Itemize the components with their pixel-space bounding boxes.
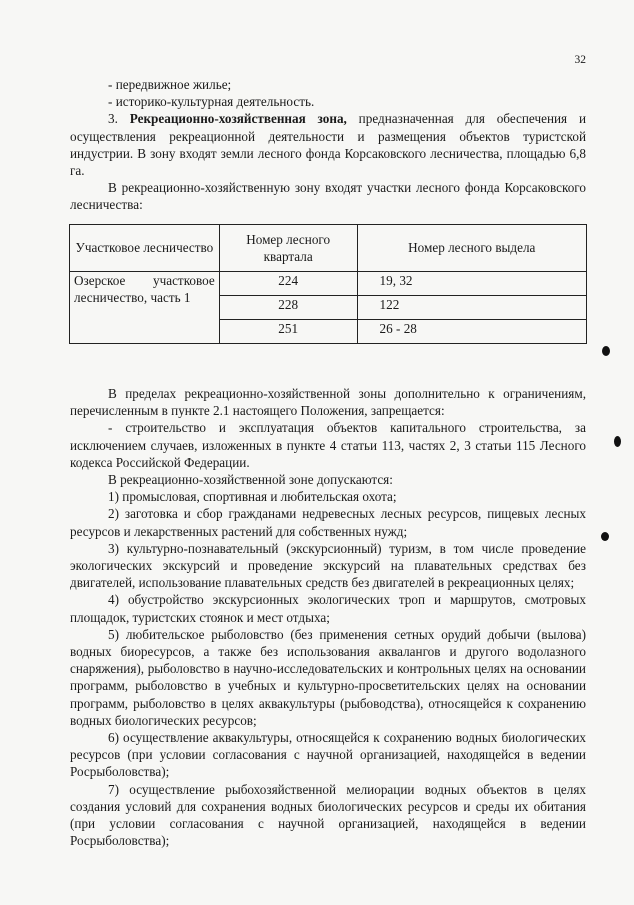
paragraph: В пределах рекреационно-хозяйственной зоны дополнительно к ограничениям, перечисленным в пункте 2.1 настоящего Положения, запрещается:	[70, 386, 586, 419]
zone-3-paragraph	[70, 110, 586, 179]
list-item: - передвижное жилье;	[108, 77, 232, 92]
body-text	[70, 385, 586, 849]
quarter-cell: 251	[219, 320, 357, 344]
quarter-cell: 224	[219, 272, 357, 296]
paragraph: 1) промысловая, спортивная и любительская охота;	[108, 489, 397, 505]
scan-artifact	[601, 532, 609, 541]
forestry-name-line1: Озерское участковое	[74, 273, 215, 288]
table-header-row	[70, 225, 587, 272]
parcel-cell: 122	[357, 296, 586, 320]
header-parcel: Номер лесного выдела	[357, 225, 586, 272]
page-number: 32	[574, 54, 586, 66]
paragraph: В рекреационно-хозяйственной зоне допускаются:	[108, 472, 393, 488]
list-item: - историко-культурная деятельность.	[108, 94, 315, 110]
paragraph: 4) обустройство экскурсионных экологических троп и маршрутов, смотровых площадок, туристских стоянок и мест отдыха;	[70, 592, 586, 625]
paragraph: - строительство и эксплуатация объектов капитального строительства, за исключением случаев, изложенных в пункте 4 статьи 113, частях 2, 3 статьи 115 Лесного кодекса Российской Федерации.	[70, 420, 586, 470]
parcel-cell: 26 - 28	[357, 320, 586, 344]
quarter-cell: 228	[219, 296, 357, 320]
scan-artifact	[614, 436, 621, 447]
header-quarter: Номер лесного квартала	[219, 225, 357, 272]
paragraph: 6) осуществление аквакультуры, относящейся к сохранению водных биологических ресурсов (при условии согласования с научной организацией, находящейся в ведении Росрыболовства);	[70, 730, 586, 780]
table-intro: В рекреационно-хозяйственную зону входят участки лесного фонда Корсаковского лесничества:	[70, 180, 586, 213]
paragraph: 7) осуществление рыбохозяйственной мелиорации водных объектов в целях создания условий для сохранения водных биологических ресурсов и среды их обитания (при условии согласования с научной организацией, находящейся в ведении Росрыболовства);	[70, 781, 586, 849]
zone-3-description: предназначенная для обеспечения и осуществления рекреационной деятельности и размещения объектов туристской индустрии. В зону входят земли лесного фонда Корсаковского лесничества, площадью 6,8 га.	[70, 111, 586, 179]
top-list	[70, 76, 586, 214]
scan-artifact	[602, 346, 610, 356]
header-forestry: Участковое лесничество	[70, 225, 220, 272]
zone-3-title: Рекреационно-хозяйственная зона,	[129, 111, 347, 127]
forest-parcels-table	[69, 224, 587, 344]
forestry-name-line2: лесничество, часть 1	[74, 290, 191, 306]
parcel-cell: 19, 32	[357, 272, 586, 296]
paragraph: 5) любительское рыболовство (без применения сетных орудий добычи (вылова) водных биоресурсов, а также без использования аквалангов и другого водолазного снаряжения), рыболовство в научно-исследовательских и контрольных целях на основании программ, рыболовство в учебных и культурно-просветительских целях на основании программ, рыболовство в целях аквакультуры (рыбоводства), относящейся к сохранению водных биологических ресурсов;	[70, 626, 586, 728]
paragraph: 3) культурно-познавательный (экскурсионный) туризм, в том числе проведение экологических экскурсий и проведение экскурсий на плавательных средствах без двигателей, использование плавательных средств без двигателей в рекреационных целях;	[70, 540, 586, 591]
zone-3-number: 3.	[108, 111, 130, 127]
forestry-cell	[70, 272, 220, 344]
paragraph: 2) заготовка и сбор гражданами недревесных лесных ресурсов, пищевых лесных ресурсов и лекарственных растений для собственных нужд;	[70, 506, 586, 539]
table-row	[70, 272, 587, 296]
